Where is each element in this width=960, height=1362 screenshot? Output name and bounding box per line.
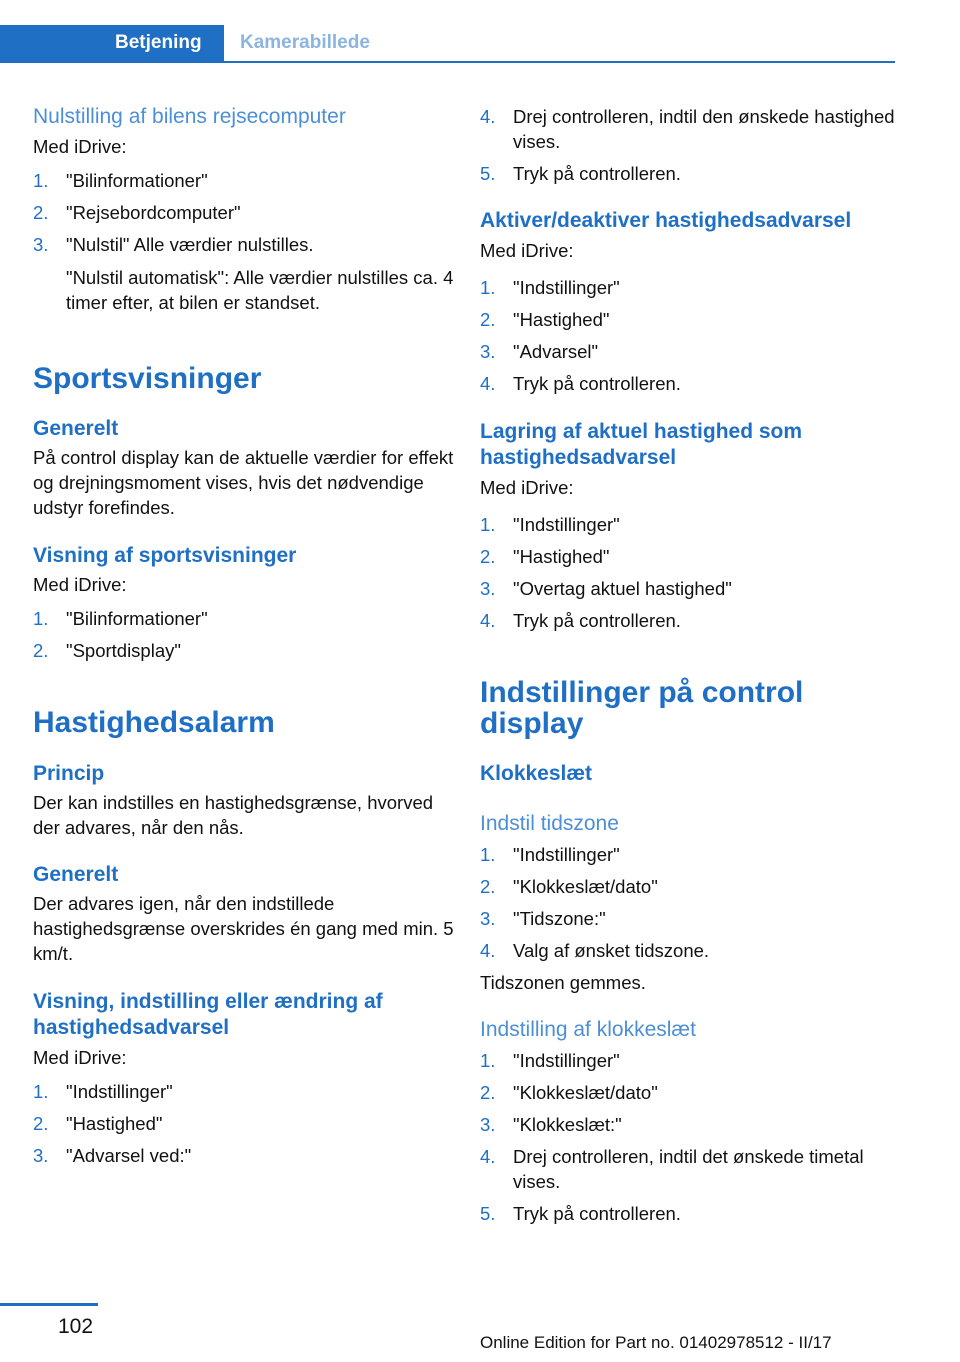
list-item	[480, 576, 905, 601]
list-item	[480, 161, 905, 186]
show-intro: Med iDrive:	[33, 1047, 127, 1068]
tz-title: Indstil tidszone	[480, 812, 619, 835]
list-item	[480, 608, 905, 633]
general-text: Der advares igen, når den indstillede hastighedsgrænse overskrides én gang med min. 5 km/t.	[33, 893, 454, 964]
clock-title: Klokkeslæt	[480, 762, 593, 785]
tz-steps	[480, 842, 905, 963]
step-text: "Hastighed"	[513, 546, 610, 567]
step-number: 4.	[480, 106, 496, 127]
step-text: "Indstillinger"	[66, 1081, 173, 1102]
reset-steps	[33, 168, 458, 315]
list-item	[480, 339, 905, 364]
reset-intro: Med iDrive:	[33, 136, 127, 157]
step-text: "Hastighed"	[513, 309, 610, 330]
list-item	[480, 512, 905, 537]
step-number: 3.	[33, 234, 49, 255]
step-number: 1.	[480, 277, 496, 298]
list-item	[33, 168, 458, 193]
step-number: 3.	[480, 908, 496, 929]
list-item	[480, 842, 905, 867]
list-item	[33, 1111, 458, 1136]
step-number: 4.	[480, 1146, 496, 1167]
step-text: "Overtag aktuel hastighed"	[513, 578, 732, 599]
step-number: 1.	[480, 844, 496, 865]
step-number: 2.	[33, 640, 49, 661]
list-item	[33, 1143, 458, 1168]
activate-title: Aktiver/deaktiver hastighedsadvarsel	[480, 209, 852, 232]
step-text: "Rejsebordcomputer"	[66, 202, 241, 223]
step-text: "Indstillinger"	[513, 1050, 620, 1071]
list-item	[33, 200, 458, 225]
step-text: Tryk på controlleren.	[513, 373, 681, 394]
step-number: 1.	[33, 170, 49, 191]
step-text: "Advarsel ved:"	[66, 1145, 192, 1166]
step-number: 3.	[480, 1114, 496, 1135]
step-text: Tryk på controlleren.	[513, 163, 681, 184]
step-text: "Klokkeslæt:"	[513, 1114, 622, 1135]
section-title-settings: Indstillinger på control display	[480, 676, 804, 740]
list-item	[480, 1080, 905, 1105]
step-number: 4.	[480, 610, 496, 631]
sports-general-text: På control display kan de aktuelle værdier for effekt og drejningsmoment vises, hvis det nødvendige udstyr forefindes.	[33, 447, 454, 518]
list-item	[480, 104, 905, 154]
principle-title: Princip	[33, 762, 105, 785]
store-steps	[480, 512, 905, 633]
step-number: 2.	[33, 202, 49, 223]
step-number: 4.	[480, 940, 496, 961]
list-item	[480, 371, 905, 396]
step-text: "Nulstil" Alle værdier nulstilles.	[66, 234, 314, 255]
list-item	[33, 232, 458, 315]
sports-view-title: Visning af sportsvisninger	[33, 544, 297, 567]
list-item	[33, 638, 458, 663]
store-title: Lagring af aktuel hastighed som hastighedsadvarsel	[480, 420, 803, 469]
list-item	[480, 1048, 905, 1073]
step-number: 3.	[480, 578, 496, 599]
step-text: "Hastighed"	[66, 1113, 163, 1134]
list-item	[480, 906, 905, 931]
step-text: "Sportdisplay"	[66, 640, 181, 661]
time-title: Indstilling af klokkeslæt	[480, 1018, 696, 1041]
continued-steps	[480, 104, 905, 186]
sports-general-title: Generelt	[33, 417, 119, 440]
step-text: "Tidszone:"	[513, 908, 606, 929]
list-item	[480, 275, 905, 300]
store-intro: Med iDrive:	[480, 477, 574, 498]
step-number: 2.	[480, 1082, 496, 1103]
list-item	[480, 938, 905, 963]
step-number: 5.	[480, 163, 496, 184]
left-column	[33, 104, 458, 1168]
step-number: 5.	[480, 1203, 496, 1224]
principle-text: Der kan indstilles en hastighedsgrænse, hvorved der advares, når den nås.	[33, 792, 434, 838]
tab-betjening[interactable]: Betjening	[0, 25, 224, 61]
step-number: 1.	[480, 514, 496, 535]
step-number: 1.	[33, 1081, 49, 1102]
step-text: "Indstillinger"	[513, 844, 620, 865]
page-number: 102	[58, 1315, 94, 1338]
step-number: 2.	[480, 876, 496, 897]
show-title: Visning, indstilling eller ændring af hastighedsadvarsel	[33, 990, 383, 1039]
tab-kamerabillede[interactable]: Kamerabillede	[240, 32, 370, 53]
section-title-reset: Nulstilling af bilens rejsecomputer	[33, 105, 346, 128]
show-steps	[33, 1079, 458, 1168]
activate-intro: Med iDrive:	[480, 240, 574, 261]
step-text: "Bilinformationer"	[66, 608, 208, 629]
step-number: 3.	[480, 341, 496, 362]
list-item	[480, 1201, 905, 1226]
page-number-rule	[0, 1303, 98, 1306]
step-number: 1.	[33, 608, 49, 629]
step-text: Drej controlleren, indtil det ønskede timetal vises.	[513, 1146, 864, 1192]
step-text: "Advarsel"	[513, 341, 599, 362]
list-item	[480, 1144, 905, 1194]
tz-saved-text: Tidszonen gemmes.	[480, 972, 646, 993]
step-number: 1.	[480, 1050, 496, 1071]
step-text: Tryk på controlleren.	[513, 1203, 681, 1224]
list-item	[33, 1079, 458, 1104]
step-number: 3.	[33, 1145, 49, 1166]
step-text: Valg af ønsket tidszone.	[513, 940, 710, 961]
step-text: Tryk på controlleren.	[513, 610, 681, 631]
right-column	[480, 104, 905, 1226]
step-text: "Bilinformationer"	[66, 170, 208, 191]
list-item	[480, 1112, 905, 1137]
sports-view-intro: Med iDrive:	[33, 574, 127, 595]
section-title-speed-alarm: Hastighedsalarm	[33, 706, 275, 739]
chapter-tab-bar	[0, 25, 895, 63]
step-text: "Klokkeslæt/dato"	[513, 876, 658, 897]
general-title: Generelt	[33, 863, 119, 886]
list-item	[33, 606, 458, 631]
section-title-sports: Sportsvisninger	[33, 362, 262, 395]
step-number: 4.	[480, 373, 496, 394]
step-text: Drej controlleren, indtil den ønskede hastighed vises.	[513, 106, 895, 152]
step-text: "Indstillinger"	[513, 277, 620, 298]
step-text: "Klokkeslæt/dato"	[513, 1082, 658, 1103]
step-extra-text: "Nulstil automatisk": Alle værdier nulstilles ca. 4 timer efter, at bilen er standset.	[66, 267, 454, 313]
list-item	[480, 544, 905, 569]
sports-view-steps	[33, 606, 458, 663]
list-item	[480, 874, 905, 899]
time-steps	[480, 1048, 905, 1226]
list-item	[480, 307, 905, 332]
step-text: "Indstillinger"	[513, 514, 620, 535]
footer-edition: Online Edition for Part no. 01402978512 - II/17	[480, 1333, 832, 1352]
step-number: 2.	[480, 309, 496, 330]
activate-steps	[480, 275, 905, 396]
step-number: 2.	[480, 546, 496, 567]
step-number: 2.	[33, 1113, 49, 1134]
